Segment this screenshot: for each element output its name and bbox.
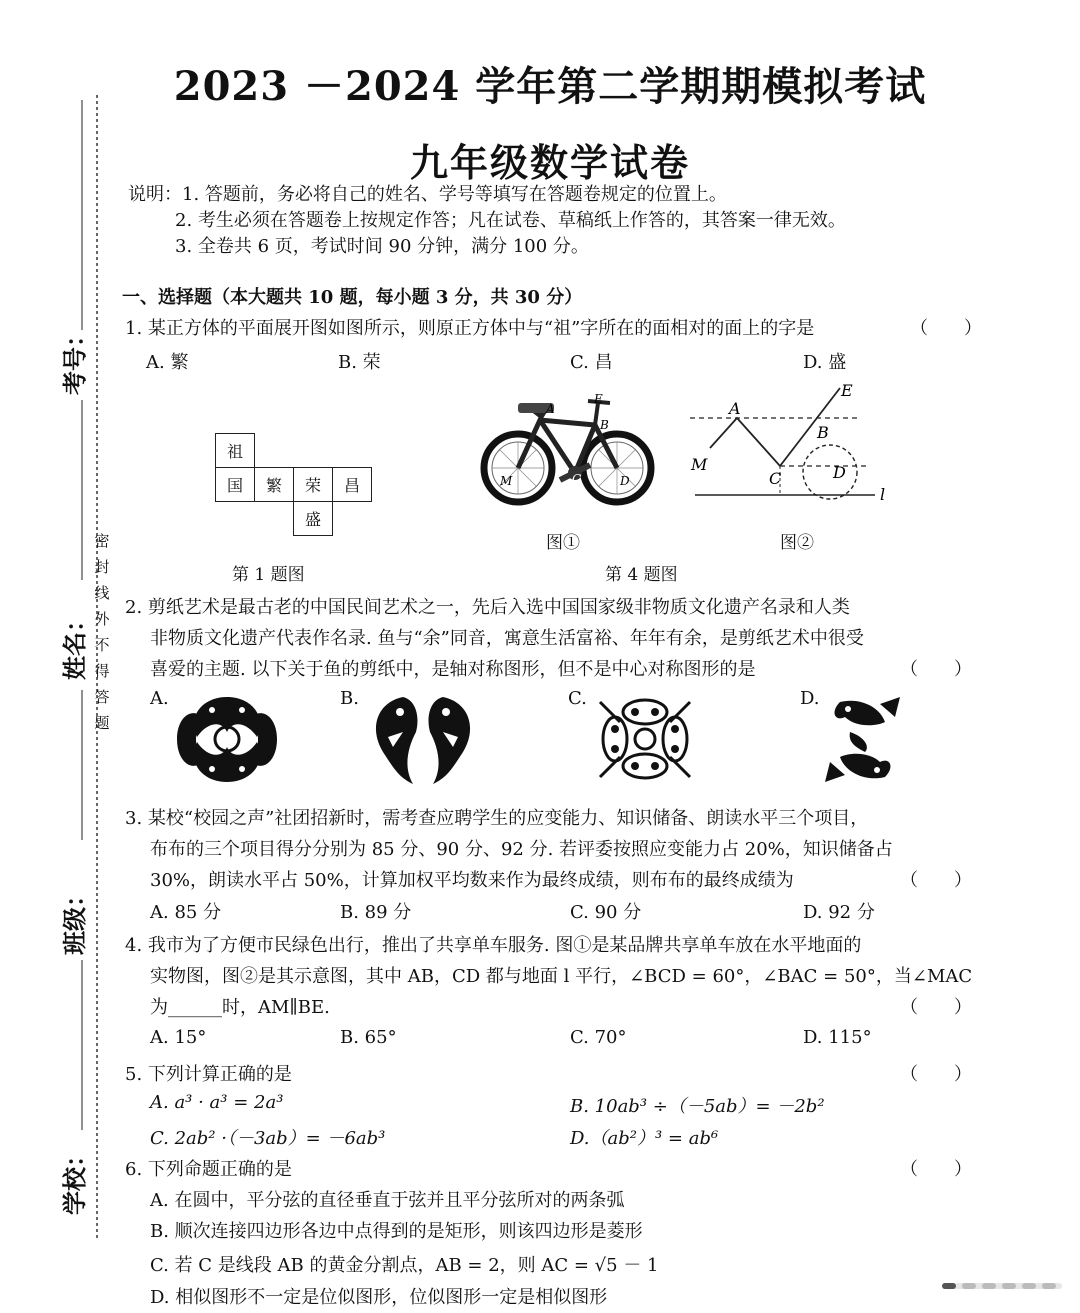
q1-option-c: C. 昌 <box>570 352 613 373</box>
bike-label: M <box>500 474 513 488</box>
q2-line-3: 喜爱的主题. 以下关于鱼的剪纸中，是轴对称图形，但不是中心对称图形的是 <box>150 659 756 680</box>
note-1: 说明：1. 答题前，务必将自己的姓名、学号等填写在答题卷规定的位置上。 <box>128 184 727 205</box>
net-cell: 盛 <box>294 502 333 536</box>
q2-option-a: A. <box>150 688 169 709</box>
q2-option-c: C. <box>568 688 587 709</box>
q5-stem: 5. 下列计算正确的是 <box>125 1064 292 1085</box>
q6-option-c: C. 若 C 是线段 AB 的黄金分割点，AB = 2，则 AC = √5 － 1 <box>150 1255 659 1276</box>
seal-char: 不 <box>94 636 110 654</box>
seal-char: 线 <box>94 584 110 602</box>
papercut-a-image <box>172 692 282 787</box>
seal-char: 答 <box>94 688 110 706</box>
q1-answer-paren: （ ） <box>910 318 982 339</box>
bike-label: C <box>572 472 582 486</box>
seal-char: 封 <box>94 558 110 576</box>
net-cell-zu: 祖 <box>216 434 255 468</box>
q2-option-b: B. <box>340 688 359 709</box>
kaohao-label: 考号： <box>60 323 89 395</box>
q1-option-d: D. 盛 <box>803 352 847 373</box>
diagram-label: A <box>729 399 741 418</box>
bike-label: D <box>620 474 630 488</box>
diagram-label: C <box>769 469 782 488</box>
q4-figure-caption: 第 4 题图 <box>605 565 678 585</box>
net-cell: 繁 <box>255 468 294 502</box>
q4-line-3: 为______时，AM∥BE. <box>150 997 330 1018</box>
net-cell: 荣 <box>294 468 333 502</box>
q3-line-2: 布布的三个项目得分分别为 85 分、90 分、92 分. 若评委按照应变能力占 20%，知识储备占 <box>150 839 893 860</box>
q6-stem: 6. 下列命题正确的是 <box>125 1159 292 1180</box>
seal-char: 题 <box>94 714 110 732</box>
q3-option-a: A. 85 分 <box>150 902 222 923</box>
seal-text <box>92 528 112 736</box>
q4-option-d: D. 115° <box>803 1027 872 1048</box>
figure-1-caption: 图① <box>546 533 580 553</box>
q3-option-d: D. 92 分 <box>803 902 875 923</box>
q5-option-a: A. a³ · a³ = 2a³ <box>150 1092 284 1113</box>
q3-option-b: B. 89 分 <box>340 902 412 923</box>
q4-option-c: C. 70° <box>570 1027 627 1048</box>
diagram-label: E <box>841 381 853 400</box>
q5-option-c: C. 2ab² ·（－3ab）= －6ab³ <box>150 1128 386 1149</box>
banji-label: 班级： <box>60 883 89 955</box>
diagram-label: D <box>833 463 846 482</box>
q3-line-1: 3. 某校“校园之声”社团招新时，需考查应聘学生的应变能力、知识储备、朗读水平三个项目， <box>125 808 869 829</box>
q6-answer-paren: （ ） <box>900 1159 972 1180</box>
q4-line-2: 实物图，图②是其示意图，其中 AB，CD 都与地面 l 平行，∠BCD = 60°，∠BAC = 50°，当∠MAC <box>150 966 973 987</box>
q4-option-b: B. 65° <box>340 1027 397 1048</box>
q2-line-1: 2. 剪纸艺术是最古老的中国民间艺术之一，先后入选中国国家级非物质文化遗产名录和人类 <box>125 597 850 618</box>
section-heading: 一、选择题（本大题共 10 题，每小题 3 分，共 30 分） <box>122 287 583 308</box>
figure-2-caption: 图② <box>780 533 814 553</box>
papercut-b-image <box>358 692 488 787</box>
note-2: 2. 考生必须在答题卷上按规定作答；凡在试卷、草稿纸上作答的，其答案一律无效。 <box>175 210 846 231</box>
page-indicator-bar[interactable] <box>942 1278 1062 1294</box>
net-cell: 国 <box>216 468 255 502</box>
q1-option-a: A. 繁 <box>146 352 189 373</box>
seal-char: 外 <box>94 610 110 628</box>
q6-option-a: A. 在圆中，平分弦的直径垂直于弦并且平分弦所对的两条弧 <box>150 1190 625 1211</box>
papercut-c-image <box>590 692 700 787</box>
seal-char: 得 <box>94 662 110 680</box>
cube-net <box>215 433 372 536</box>
bicycle-figure <box>480 385 660 510</box>
q1-stem: 1. 某正方体的平面展开图如图所示，则原正方体中与“祖”字所在的面相对的面上的字是 <box>125 318 815 339</box>
q2-option-d: D. <box>800 688 820 709</box>
bike-label: A <box>546 402 555 416</box>
seal-char: 密 <box>94 532 110 550</box>
q5-option-b: B. 10ab³ ÷（－5ab）= －2b² <box>570 1096 825 1117</box>
q6-option-d: D. 相似图形不一定是位似图形，位似图形一定是相似图形 <box>150 1287 608 1308</box>
q3-answer-paren: （ ） <box>900 870 972 891</box>
q3-line-3: 30%，朗读水平占 50%，计算加权平均数来作为最终成绩，则布布的最终成绩为 <box>150 870 794 891</box>
q4-option-a: A. 15° <box>150 1027 207 1048</box>
q6-option-b: B. 顺次连接四边形各边中点得到的是矩形，则该四边形是菱形 <box>150 1221 643 1242</box>
q2-line-2: 非物质文化遗产代表作名录. 鱼与“余”同音，寓意生活富裕、年年有余，是剪纸艺术中很受 <box>150 628 864 649</box>
q5-option-d: D.（ab²）³ = ab⁶ <box>570 1128 719 1149</box>
papercut-d-image <box>820 692 905 787</box>
bike-label: B <box>600 418 609 432</box>
diagram-label: B <box>817 423 829 442</box>
bike-label: E <box>594 392 603 406</box>
schematic-figure <box>685 378 900 513</box>
xuexiao-label: 学校： <box>60 1143 89 1215</box>
net-cell: 昌 <box>333 468 372 502</box>
note-3: 3. 全卷共 6 页，考试时间 90 分钟，满分 100 分。 <box>175 236 589 257</box>
diagram-label: l <box>880 485 886 504</box>
xingming-label: 姓名： <box>60 608 89 680</box>
q1-option-b: B. 荣 <box>338 352 381 373</box>
exam-title: 2023 －2024 学年第二学期期模拟考试 <box>173 63 927 110</box>
q2-answer-paren: （ ） <box>900 659 972 680</box>
q5-answer-paren: （ ） <box>900 1064 972 1085</box>
q4-line-1: 4. 我市为了方便市民绿色出行，推出了共享单车服务. 图①是某品牌共享单车放在水平地面的 <box>125 935 862 956</box>
exam-subtitle: 九年级数学试卷 <box>409 140 690 185</box>
q1-figure-caption: 第 1 题图 <box>232 565 305 585</box>
diagram-label: M <box>691 455 708 474</box>
q3-option-c: C. 90 分 <box>570 902 642 923</box>
q4-answer-paren: （ ） <box>900 997 972 1018</box>
